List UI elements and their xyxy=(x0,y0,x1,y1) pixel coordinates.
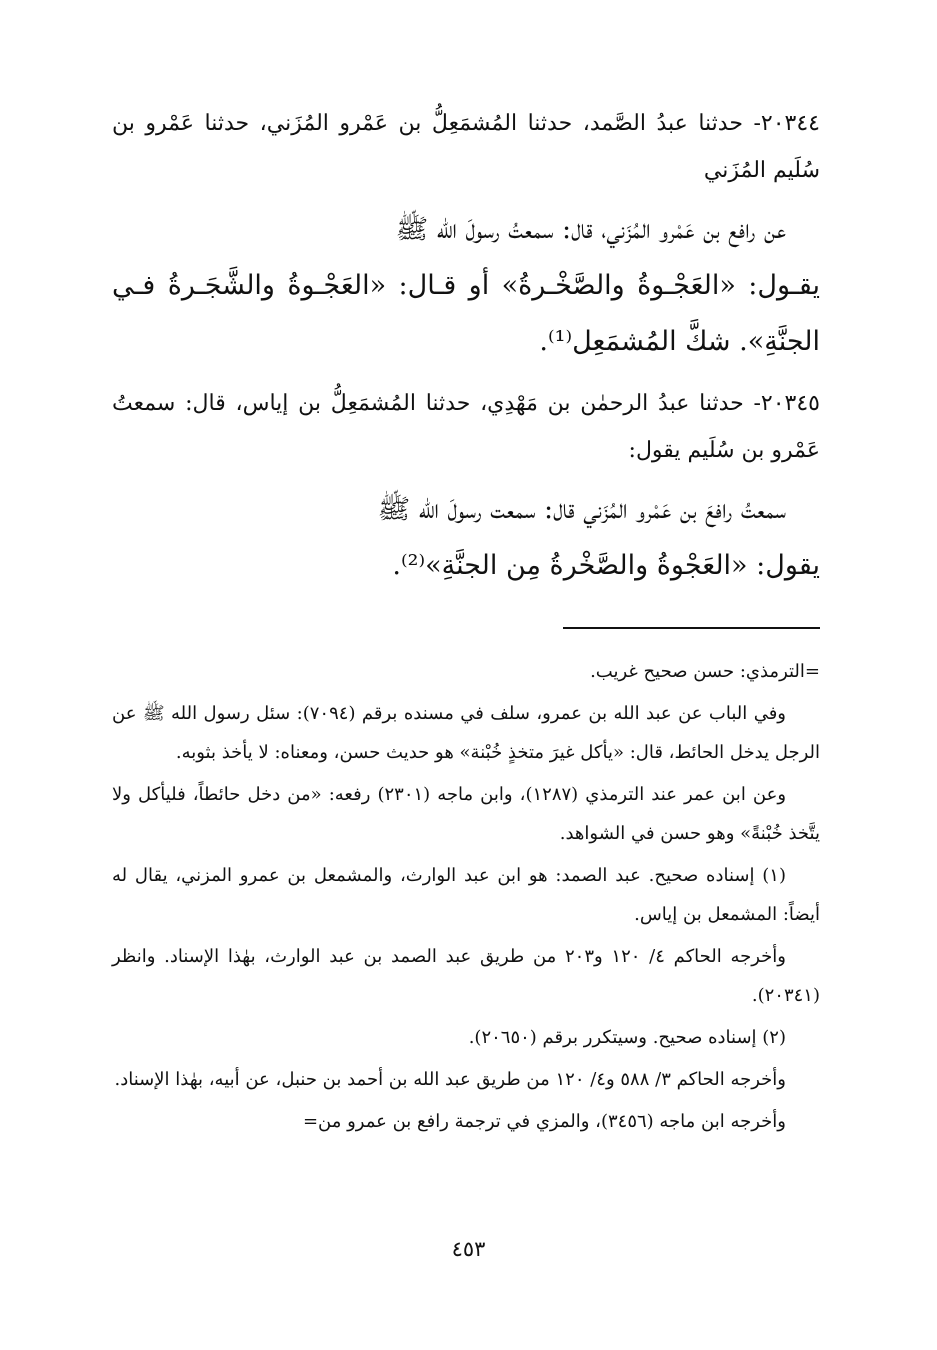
footnote-paragraph: وعن ابن عمر عند الترمذي (١٢٨٧)، وابن ماجه (٢٣٠١) رفعه: «من دخل حائطاً، فليأكل ولا يتَّخذ خُبْنةً» وهو حسن في الشواهد. xyxy=(112,784,820,844)
hadith-20345-matn-rest: يقول: «العَجْوةُ والصَّخْرةُ مِن الجنَّةِ»⁽²⁾. xyxy=(392,550,820,581)
footnotes xyxy=(112,652,820,1144)
hadith-20344-matn xyxy=(112,202,820,370)
hadith-20344-isnad: ٢٠٣٤٤- حدثنا عبدُ الصَّمد، حدثنا المُشمَعِلُّ بن عَمْرو المُزَني، حدثنا عَمْرو بن سُلَيم المُزَني xyxy=(112,111,820,183)
main-text xyxy=(112,100,820,604)
hadith-20345-matn xyxy=(112,482,820,594)
footnote-paragraph: وأخرجه الحاكم ٣/ ٥٨٨ و٤/ ١٢٠ من طريق عبد الله بن أحمد بن حنبل، عن أبيه، بهٰذا الإسناد. xyxy=(114,1069,786,1090)
page-number: ٤٥٣ xyxy=(451,1237,486,1261)
hadith-20344-matn-rest: يقـول: «العَجْـوةُ والصَّخْـرةُ» أو قـال: «العَجْـوةُ والشَّجَـرةُ فـي الجنَّةِ». شكَّ المُشمَعِل⁽¹⁾. xyxy=(112,270,820,357)
footnote-separator xyxy=(563,627,820,629)
hadith-20345-isnad: ٢٠٣٤٥- حدثنا عبدُ الرحمٰن بن مَهْدِي، حدثنا المُشمَعِلُّ بن إياس، قال: سمعتُ عَمْرو بن سُلَيم يقول: xyxy=(112,391,820,463)
footnote-paragraph: وفي الباب عن عبد الله بن عمرو، سلف في مسنده برقم (٧٠٩٤): سئل رسول الله ﷺ عن الرجل يدخل الحائط، قال: «يأكل غيرَ متخذٍ خُبْنة» هو حديث حسن، ومعناه: لا يأخذ بثوبه. xyxy=(112,703,820,763)
footnote-paragraph: (١) إسناده صحيح. عبد الصمد: هو ابن عبد الوارث، والمشمعل بن عمرو المزني، يقال له أيضاً: المشمعل بن إياس. xyxy=(112,865,820,925)
footnote-paragraph: =الترمذي: حسن صحيح غريب. xyxy=(590,661,820,682)
footnote-paragraph: وأخرجه ابن ماجه (٣٤٥٦)، والمزي في ترجمة رافع بن عمرو من= xyxy=(302,1111,786,1132)
footnote-paragraph: (٢) إسناده صحيح. وسيتكرر برقم (٢٠٦٥٠). xyxy=(468,1027,786,1048)
footnote-paragraph: وأخرجه الحاكم ٤/ ١٢٠ و٢٠٣ من طريق عبد الصمد بن عبد الوارث، بهٰذا الإسناد. وانظر (٢٠٣٤١). xyxy=(112,946,820,1006)
hadith-20344-matn-line1: عن رافع بن عَمْرو المُزَني، قال: سمعتُ رسولَ الله ﷺ xyxy=(395,214,786,245)
hadith-20345-matn-line1: سمعتُ رافعَ بن عَمْرو المُزَني قال: سمعت رسولَ الله ﷺ xyxy=(377,494,786,525)
